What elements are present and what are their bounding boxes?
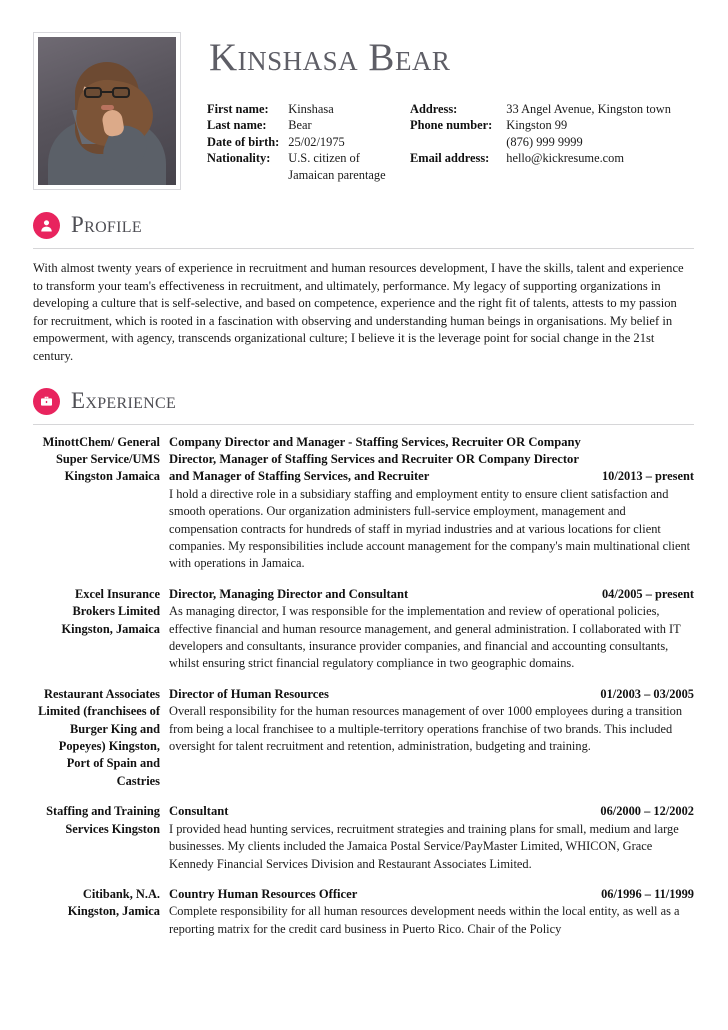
- contact-labels-personal: [207, 101, 279, 183]
- experience-date: 04/2005 – present: [601, 586, 694, 601]
- person-icon: [33, 212, 60, 239]
- experience-details: [169, 586, 694, 673]
- glasses-icon: [84, 87, 130, 98]
- value-address: 33 Angel Avenue, Kingston town Kingston 99: [506, 102, 671, 133]
- experience-title-row: [169, 434, 694, 486]
- experience-details: [169, 886, 694, 938]
- briefcase-icon: [33, 388, 60, 415]
- profile-summary-text: With almost twenty years of experience in recruitment and human resources development, I have the skills, talent and experience to transform your team's effectiveness in recruitment, and ultimately, performance. My legacy of supporting organizations in developing a culture that is self-selective, and based on competence, experience and the right fit of talents, attests to my passion for recruitment, which is rooted in a fascination with observing and understanding human beings in organisations. My belief in empowerment, with agency, transcends organizational culture; I believe it is the leverage point for social change in the 21st century.: [33, 261, 684, 363]
- value-email-address: hello@kickresume.com: [506, 151, 624, 166]
- experience-title-row: [169, 586, 694, 603]
- experience-date: 06/1996 – 11/1999: [601, 886, 694, 901]
- experience-details: [169, 434, 694, 573]
- profile-photo: [38, 37, 176, 185]
- contact-info-grid: [207, 101, 694, 183]
- experience-position: Consultant: [169, 804, 229, 819]
- profile-photo-frame: [33, 32, 181, 190]
- value-first-name: Kinshasa: [288, 102, 334, 116]
- experience-description: As managing director, I was responsible for the implementation and review of operational policies, effective financial and human resource management, and general administration. I collaborated with IT developers and consultants, insurance provider companies, and financial and accounting consultants, whilst ensuring strict financial regulatory compliance in two geographic domains.: [169, 604, 681, 671]
- label-phone-number: Phone number:: [410, 118, 493, 133]
- experience-title-row: [169, 803, 694, 820]
- experience-title-row: [169, 686, 694, 703]
- experience-description: Complete responsibility for all human resources development needs within the local entity, as well as a reporting matrix for the credit card business in Puerto Rico. Chair of the Policy: [169, 904, 680, 936]
- experience-company: Staffing and Training Services Kingston: [46, 804, 160, 836]
- value-last-name: Bear: [288, 118, 312, 133]
- experience-details: [169, 803, 694, 873]
- experience-title-row: [169, 886, 694, 903]
- contact-info-column-contact: [403, 101, 694, 183]
- experience-list: [33, 434, 694, 939]
- experience-position: Director of Human Resources: [169, 686, 329, 701]
- experience-description: Overall responsibility for the human resources management of over 1000 employees during a transition from being a local franchisee to a multiple-territory operations franchise of two brands. This included oversight for talent recruitment and retention, administration, budgeting and training.: [169, 704, 683, 754]
- experience-item: [33, 803, 694, 873]
- experience-section-header: [33, 388, 694, 415]
- contact-values-personal: [279, 101, 403, 183]
- header-details: [181, 32, 694, 183]
- contact-info-column-personal: [207, 101, 403, 183]
- experience-section: [0, 388, 728, 939]
- label-email-address: Email address:: [410, 151, 490, 166]
- experience-description: I provided head hunting services, recruitment strategies and training plans for small, medium and large businesses. My clients included the Jamaica Postal Service/PayMaster Limited, WHICON, Grace Kennedy Financial Services Division and Restaurant Associates Limited.: [169, 821, 679, 871]
- experience-section-divider: [33, 424, 694, 425]
- experience-item: [33, 586, 694, 673]
- experience-item: [33, 886, 694, 938]
- experience-date: 06/2000 – 12/2002: [600, 804, 694, 819]
- experience-position: Director, Managing Director and Consultant: [169, 586, 409, 601]
- label-address: Address:: [410, 102, 458, 116]
- label-first-name: First name:: [207, 102, 269, 116]
- experience-company: Restaurant Associates Limited (franchisees of Burger King and Popeyes) Kingston, Port of Spain and Castries: [38, 686, 160, 788]
- experience-date: 01/2003 – 03/2005: [600, 686, 694, 701]
- experience-position: Country Human Resources Officer: [169, 886, 358, 901]
- value-phone-number: (876) 999 9999: [506, 134, 583, 149]
- label-nationality: Nationality:: [207, 151, 271, 166]
- experience-section-title: Experience: [71, 387, 177, 413]
- experience-company: Citibank, N.A. Kingston, Jamica: [67, 886, 160, 919]
- label-date-of-birth: Date of birth:: [207, 134, 280, 149]
- experience-description: I hold a directive role in a subsidiary staffing and employment entity to ensure client satisfaction and smooth operations. Our organization administers full-service employment, management and compensation contracts for hundreds of staff in myriad industries and at various locations for client companies. My responsibilities include account management for the company's main multinational client with operations in Jamaica.: [169, 486, 691, 571]
- page-title: Kinshasa Bear: [209, 36, 451, 79]
- resume-header: [0, 0, 728, 190]
- contact-labels-contact: [410, 101, 492, 183]
- experience-company: MinottChem/ General Super Service/UMS Kingston Jamaica: [42, 434, 160, 484]
- profile-section-divider: [33, 248, 694, 249]
- value-date-of-birth: 25/02/1975: [288, 134, 345, 149]
- experience-item: [33, 686, 694, 790]
- profile-section-header: [33, 212, 694, 239]
- experience-position: Company Director and Manager - Staffing Services, Recruiter OR Company Director, Manager of Staffing Services and Recruiter OR Company Director and Manager of Staffing Services, and Recruiter: [169, 434, 581, 484]
- experience-item: [33, 434, 694, 573]
- value-nationality: U.S. citizen of Jamaican parentage: [288, 151, 386, 182]
- profile-section-title: Profile: [71, 212, 142, 237]
- experience-details: [169, 686, 694, 790]
- contact-values-contact: [492, 101, 694, 183]
- experience-date: 10/2013 – present: [601, 469, 694, 484]
- experience-company: Excel Insurance Brokers Limited Kingston, Jamaica: [61, 586, 160, 636]
- profile-section: [0, 212, 728, 366]
- label-last-name: Last name:: [207, 118, 267, 133]
